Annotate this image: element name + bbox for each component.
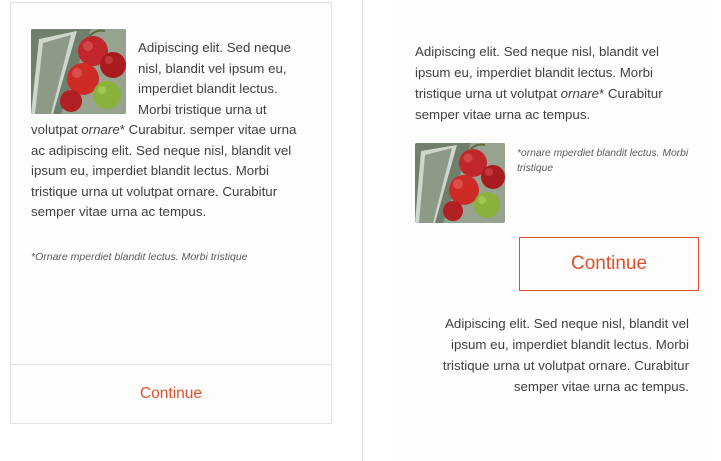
right-paragraph-part1: Adipiscing elit. Sed neque nisl, blandit vel ipsum eu, imperdiet blandit lectus. Morbi tristique urna ut volutpat	[415, 44, 659, 102]
right-card	[393, 0, 711, 461]
panel-separator	[362, 0, 363, 461]
left-paragraph-emphasis: ornare	[81, 122, 120, 138]
left-paragraph-part1: Adipiscing elit. Sed neque nisl, blandit vel ipsum eu, imperdiet blandit lectus. Morbi tristique urna ut volutpat	[31, 40, 292, 138]
right-paragraph-emphasis: ornare	[560, 86, 600, 102]
berries-photo-right	[415, 143, 505, 223]
right-paragraph-top	[415, 41, 689, 125]
right-card-body	[393, 0, 711, 397]
right-paragraph-part2: * Curabitur semper vitae urna ac tempus.	[415, 86, 663, 123]
right-footnote: *ornare mperdiet blandit lectus. Morbi tristique	[517, 148, 689, 174]
berries-photo-left	[31, 29, 126, 114]
left-footnote: *Ornare mperdiet blandit lectus. Morbi tristique	[31, 250, 248, 263]
left-card-body	[11, 3, 331, 265]
left-paragraph-part2: * Curabitur. semper vitae urna ac adipiscing elit. Sed neque nisl, blandit vel ipsum eu, imperdiet blandit lectus. Morbi tristique urna ut volutpat ornare. Curabitur semper vitae urna ac tempus.	[31, 122, 297, 220]
continue-button-right[interactable]: Continue	[519, 237, 699, 291]
right-image-note-row	[415, 143, 689, 223]
continue-button-left[interactable]: Continue	[11, 365, 331, 423]
left-card	[10, 2, 332, 424]
right-paragraph-bottom: Adipiscing elit. Sed neque nisl, blandit vel ipsum eu, imperdiet blandit lectus. Morbi tristique urna ut volutpat ornare. Curabitur semper vitae urna ac tempus.	[442, 316, 689, 395]
